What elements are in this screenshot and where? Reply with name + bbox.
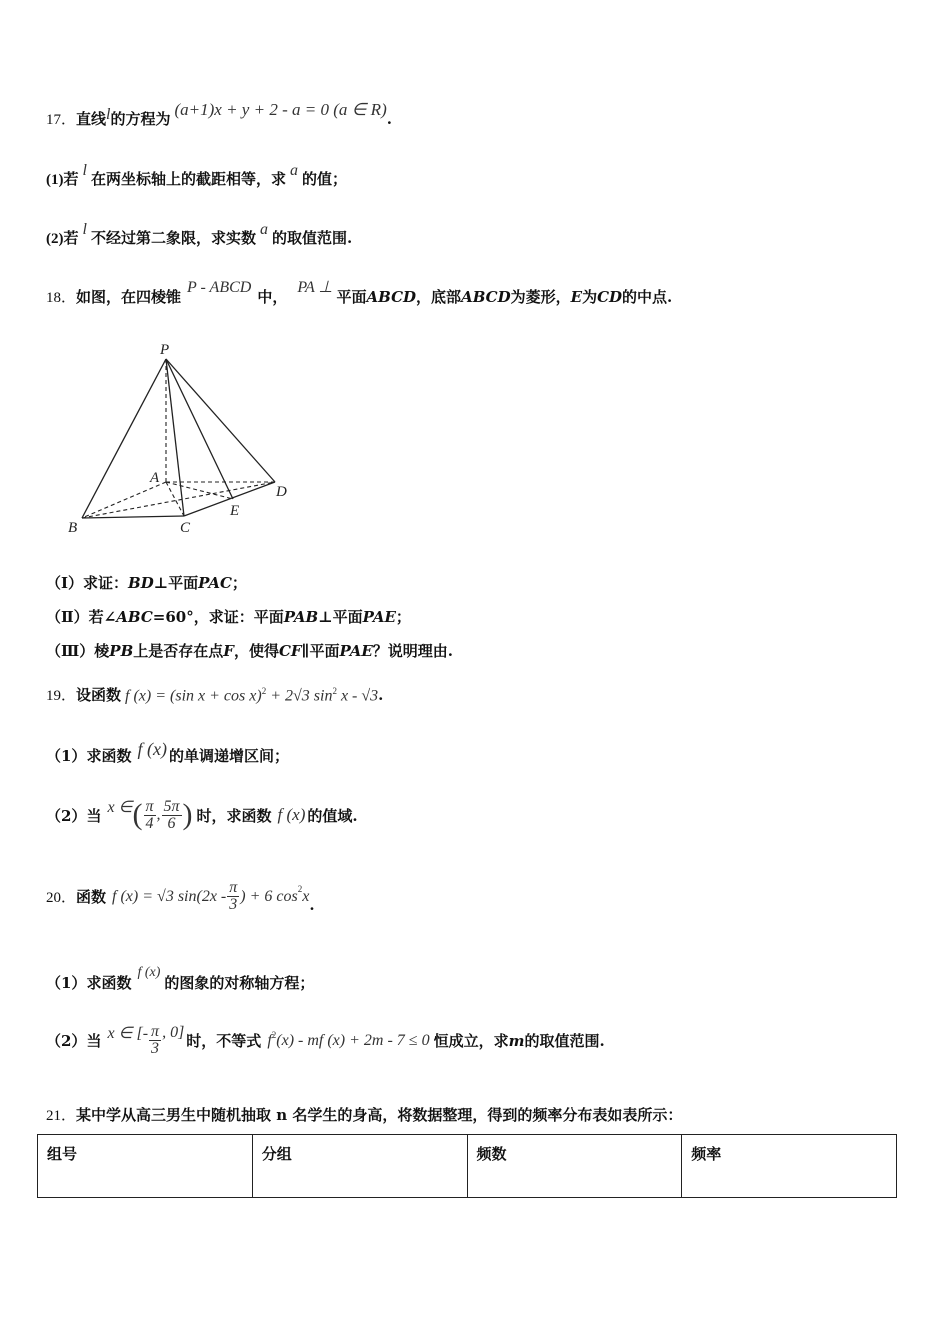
q20-part1: （1） 求函数 f (x) 的图象的对称轴方程； [46, 965, 315, 992]
edge-PE [166, 359, 233, 499]
q19-formula: f (x) = (sin x + cos x)$^2$ + 2√3 $\sin^2 x - √3$ [125, 685, 379, 704]
q19-part2: （2） 当 x ∈ ( $\frac{\pi}{4}$ , $\frac{5\pi}{6}$ ) 时，求函数 f (x) 的值域. [46, 797, 358, 832]
q17-part1: (1) 若 l 在两坐标轴上的截距相等，求 a 的值； [46, 162, 347, 188]
question-number: 19． [46, 688, 77, 704]
q18-part1: （Ⅰ） 求证： BD ⊥平面 PAC ； [46, 574, 247, 592]
label-E: E [230, 503, 240, 519]
edge-PB [82, 359, 166, 518]
table-header-row [38, 1135, 897, 1198]
q20-part2: （2） 当 x ∈ [- $\frac{\pi}{3}$ , 0] 时，不等式 f 2 (x) - mf (x) + 2m - 7 ≤ 0 恒成立，求 m 的取值范围. [46, 1023, 605, 1057]
label-C: C [180, 520, 191, 536]
question-number: 20． [46, 890, 77, 906]
question-number: 17． [46, 112, 77, 128]
q18-part2: （Ⅱ） 若∠ ABC =60°，求证：平面 PAB ⊥平面 PAE ； [46, 608, 411, 626]
question-number: 18． [46, 290, 77, 306]
q19-part1: （1） 求函数 f (x) 的单调递增区间； [46, 739, 289, 765]
header-group-number: 组号 [38, 1135, 253, 1198]
edge-BC [82, 516, 184, 518]
line-equation: (a+1)x + y + 2 - a = 0 (a ∈ R) [174, 100, 387, 119]
label-B: B [68, 520, 78, 536]
label-D: D [276, 484, 287, 500]
edge-BD [82, 482, 275, 518]
q17-stem: 17． 直线 l 的方程为 (a+1)x + y + 2 - a = 0 (a ∈ R) . [46, 100, 392, 128]
question-number: 21． [46, 1108, 77, 1124]
var-l: l [106, 106, 111, 123]
edge-PD [166, 359, 275, 482]
edge-AB [82, 482, 166, 518]
label-A: A [150, 470, 160, 486]
q18-part3: （Ⅲ） 棱 PB 上是否存在点 F ，使得 CF ∥平面 PAE ？说明理由. [46, 642, 453, 660]
pyramid-figure [60, 335, 300, 540]
edge-PC [166, 359, 184, 516]
header-frequency-rate: 频率 [682, 1135, 897, 1198]
q20-stem: 20． 函数 f (x) = √3 sin(2x - $\frac{\pi}{3}$ ) + 6 cos 2 x . [46, 879, 315, 914]
frequency-table [37, 1134, 897, 1198]
label-P: P [160, 342, 170, 358]
q17-part2: (2) 若 l 不经过第二象限，求实数 a 的取值范围. [46, 221, 353, 247]
header-grouping: 分组 [252, 1135, 467, 1198]
q18-stem: 18． 如图，在四棱锥 P - ABCD 中， PA ⊥ 平面 ABCD ，底部 ABCD 为菱形， E 为 CD 的中点. [46, 279, 673, 306]
q21-stem: 21． 某中学从高三男生中随机抽取 n 名学生的身高，将数据整理，得到的频率分布表如表所示： [46, 1106, 683, 1124]
header-frequency-count: 频数 [467, 1135, 682, 1198]
q19-stem: 19． 设函数 f (x) = (sin x + cos x)$^2$ + 2√3 $\sin^2 x - √3$ . [46, 685, 384, 704]
